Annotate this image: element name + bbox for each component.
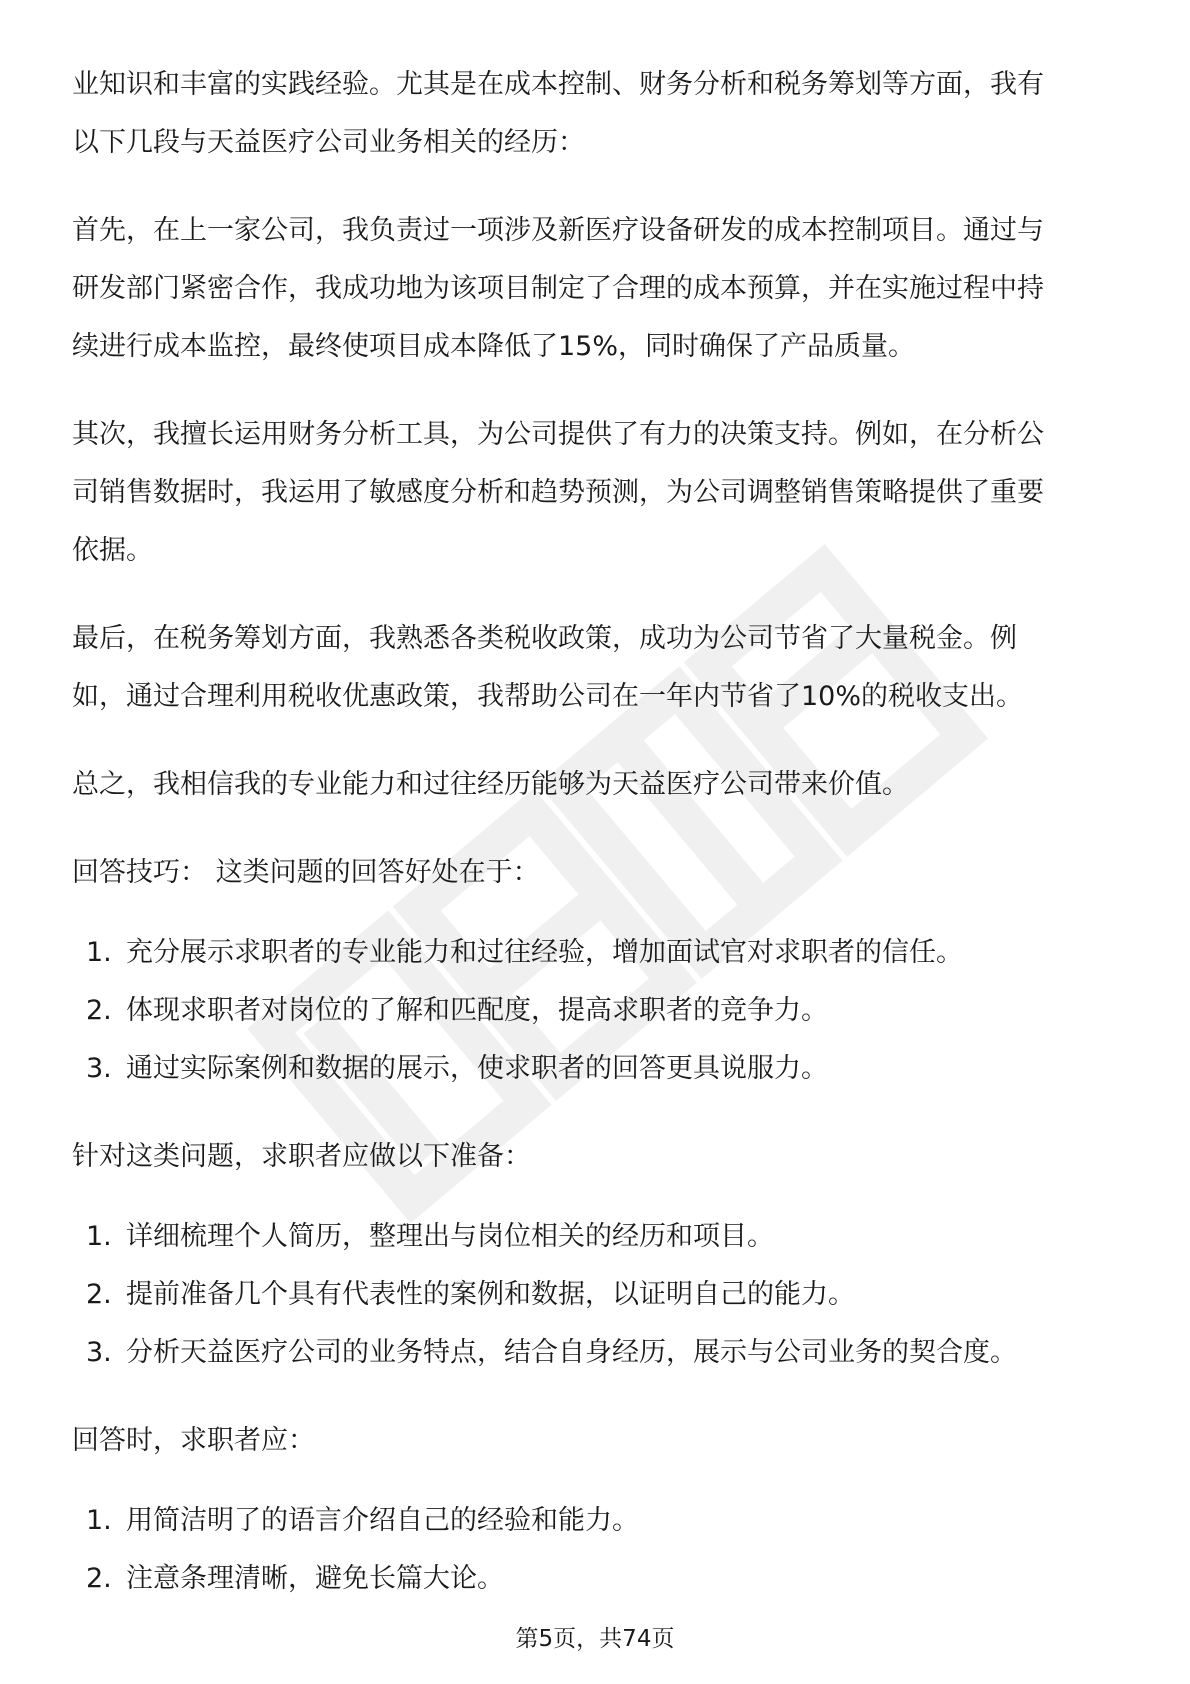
answer-intro: 回答时，求职者应：	[72, 1425, 315, 1456]
list-item	[72, 982, 1118, 1040]
list-text: 分析天益医疗公司的业务特点，结合自身经历，展示与公司业务的契合度。	[126, 1337, 1017, 1368]
list-text: 详细梳理个人简历，整理出与岗位相关的经历和项目。	[126, 1221, 774, 1252]
list-number: 3.	[86, 1053, 112, 1084]
list-text: 提前准备几个具有代表性的案例和数据，以证明自己的能力。	[126, 1279, 855, 1310]
list-text: 用简洁明了的语言介绍自己的经验和能力。	[126, 1505, 639, 1536]
prep-list	[72, 1208, 1118, 1382]
list-item	[72, 1040, 1118, 1098]
paragraph-line: 研发部门紧密合作，我成功地为该项目制定了合理的成本预算，并在实施过程中持	[72, 273, 1044, 304]
list-item	[72, 1550, 1118, 1608]
answer-list	[72, 1492, 1118, 1608]
paragraph-line: 最后，在税务筹划方面，我熟悉各类税收政策，成功为公司节省了大量税金。例	[72, 623, 1017, 654]
paragraph-line: 总之，我相信我的专业能力和过往经历能够为天益医疗公司带来价值。	[72, 769, 909, 800]
list-text: 充分展示求职者的专业能力和过往经验，增加面试官对求职者的信任。	[126, 937, 963, 968]
list-number: 2.	[86, 1563, 112, 1594]
list-number: 1.	[86, 1221, 112, 1252]
list-item	[72, 1324, 1118, 1382]
paragraph-line: 其次，我擅长运用财务分析工具，为公司提供了有力的决策支持。例如，在分析公	[72, 419, 1044, 450]
paragraph-line: 依据。	[72, 535, 153, 566]
list-text: 通过实际案例和数据的展示，使求职者的回答更具说服力。	[126, 1053, 828, 1084]
tips-intro: 回答技巧： 这类问题的回答好处在于：	[72, 857, 540, 888]
paragraph-line: 以下几段与天益医疗公司业务相关的经历：	[72, 127, 585, 158]
list-item	[72, 1208, 1118, 1266]
benefits-list	[72, 924, 1118, 1098]
list-item	[72, 924, 1118, 982]
paragraph-line: 如，通过合理利用税收优惠政策，我帮助公司在一年内节省了10%的税收支出。	[72, 681, 1024, 712]
paragraph-line: 司销售数据时，我运用了敏感度分析和趋势预测，为公司调整销售策略提供了重要	[72, 477, 1044, 508]
list-number: 1.	[86, 937, 112, 968]
list-number: 1.	[86, 1505, 112, 1536]
list-number: 2.	[86, 1279, 112, 1310]
list-text: 注意条理清晰，避免长篇大论。	[126, 1563, 504, 1594]
list-item	[72, 1492, 1118, 1550]
list-item	[72, 1266, 1118, 1324]
list-number: 2.	[86, 995, 112, 1026]
list-number: 3.	[86, 1337, 112, 1368]
document-body	[72, 56, 1118, 1608]
page-footer	[0, 1620, 1190, 1653]
paragraph-line: 续进行成本监控，最终使项目成本降低了15%，同时确保了产品质量。	[72, 331, 916, 362]
page-number-label: 第5页，共74页	[515, 1626, 675, 1652]
list-text: 体现求职者对岗位的了解和匹配度，提高求职者的竞争力。	[126, 995, 828, 1026]
paragraph-line: 首先，在上一家公司，我负责过一项涉及新医疗设备研发的成本控制项目。通过与	[72, 215, 1044, 246]
paragraph-line: 业知识和丰富的实践经验。尤其是在成本控制、财务分析和税务筹划等方面，我有	[72, 69, 1044, 100]
prep-intro: 针对这类问题，求职者应做以下准备：	[72, 1141, 531, 1172]
